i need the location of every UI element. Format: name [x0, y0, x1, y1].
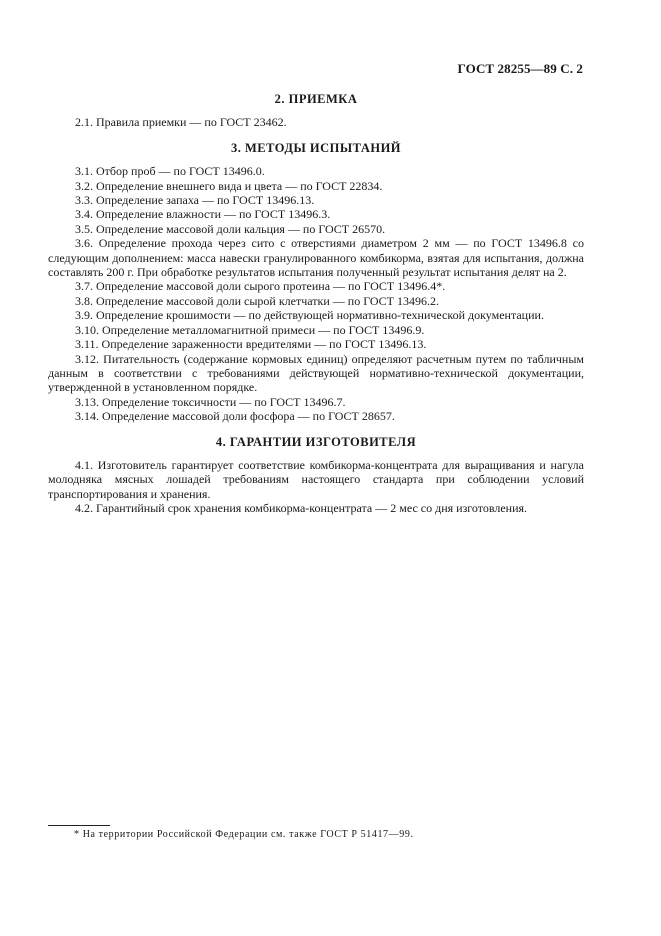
- section-title: 2. ПРИЕМКА: [274, 92, 358, 106]
- paragraph-3-7: 3.7. Определение массовой доли сырого протеина — по ГОСТ 13496.4*.: [75, 279, 446, 294]
- section-title: 3. МЕТОДЫ ИСПЫТАНИЙ: [230, 140, 402, 155]
- footnote-divider: [48, 825, 110, 826]
- paragraph-3-13: 3.13. Определение токсичности — по ГОСТ 13496.7.: [75, 394, 346, 409]
- paragraph-3-11: 3.11. Определение зараженности вредителями — по ГОСТ 13496.13.: [75, 337, 427, 352]
- paragraph-3-8: 3.8. Определение массовой доли сырой клетчатки — по ГОСТ 13496.2.: [75, 293, 439, 308]
- section-title: 4. ГАРАНТИИ ИЗГОТОВИТЕЛЯ: [215, 434, 417, 449]
- document-body: [48, 92, 584, 516]
- paragraph-3-4: 3.4. Определение влажности — по ГОСТ 13496.3.: [75, 207, 331, 222]
- paragraph-3-1: 3.1. Отбор проб — по ГОСТ 13496.0.: [75, 164, 265, 179]
- paragraph-3-3: 3.3. Определение запаха — по ГОСТ 13496.13.: [75, 193, 315, 208]
- section-test-methods: [48, 141, 584, 424]
- paragraph-3-10: 3.10. Определение металломагнитной примеси — по ГОСТ 13496.9.: [75, 322, 425, 337]
- paragraph-4-2: 4.2. Гарантийный срок хранения комбикорма-концентрата — 2 мес со дня изготовления.: [75, 501, 528, 516]
- paragraph-3-6: 3.6. Определение прохода через сито с отверстиями диаметром 2 мм — по ГОСТ 13496.8 со следующим дополнением: масса навески гранулированного комбикорма, взятая для испытания, должна составлять 200 г. При обработке результатов испытания полученный результат испытания делят на 2.: [48, 236, 584, 280]
- paragraph-2-1: 2.1. Правила приемки — по ГОСТ 23462.: [75, 115, 287, 130]
- paragraph-3-2: 3.2. Определение внешнего вида и цвета — по ГОСТ 22834.: [75, 178, 383, 193]
- section-acceptance: [48, 92, 584, 130]
- section-manufacturer-warranty: [48, 435, 584, 516]
- footnote: * На территории Российской Федерации см. также ГОСТ Р 51417—99.: [74, 829, 414, 840]
- paragraph-3-12: 3.12. Питательность (содержание кормовых единиц) определяют расчетным путем по табличным данным в соответствии с требованиями действующей нормативно-технической документации, утвержденной в установленном порядке.: [48, 351, 584, 395]
- paragraph-4-1: 4.1. Изготовитель гарантирует соответствие комбикорма-концентрата для выращивания и нагула молодняка мясных лошадей требованиям настоящего стандарта при соблюдении условий транспортирования и хранения.: [48, 457, 584, 501]
- paragraph-3-9: 3.9. Определение крошимости — по действующей нормативно-технической документации.: [75, 308, 544, 323]
- paragraph-3-14: 3.14. Определение массовой доли фосфора — по ГОСТ 28657.: [75, 409, 395, 424]
- paragraph-3-5: 3.5. Определение массовой доли кальция — по ГОСТ 26570.: [75, 221, 386, 236]
- page-header: ГОСТ 28255—89 С. 2: [457, 61, 583, 76]
